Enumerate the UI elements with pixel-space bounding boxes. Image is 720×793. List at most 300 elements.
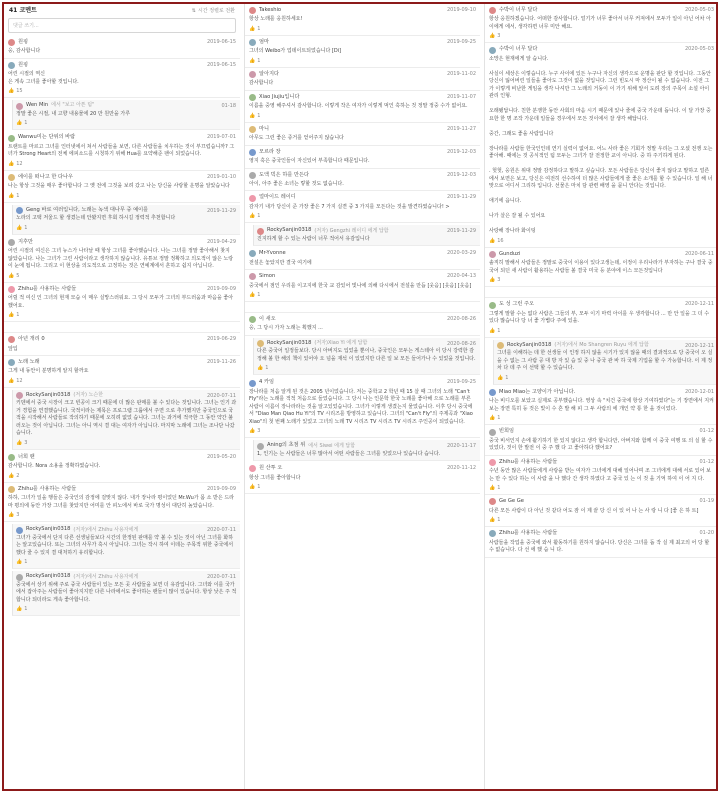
- author-name[interactable]: RockySanjin0318: [507, 341, 552, 348]
- comment-author-row: [16, 392, 237, 399]
- avatar[interactable]: [257, 443, 264, 450]
- comment-text: 감사합니다. Nora 소용을 정확하였습니다.: [8, 463, 101, 470]
- author-name[interactable]: Geng 바로 여러입니다, 노래는 녹색 대나무 중 예이를: [26, 206, 149, 213]
- comment-text: 정말 좋은 시절, 내 고향 내용물에 20 만 원만을 가루: [16, 110, 131, 117]
- comment-text: 항상 응원하겠습니다. 어떠한 감사합니다. 얼기가 너무 좋아서 너무 커져에서 모두가 일이 아닌 어차 아이에게 에서, 생각하면 너무 미안 해요.: [489, 16, 711, 30]
- thumbs-up-icon: 👍: [16, 224, 23, 231]
- thumbs-up-icon: 👍: [249, 484, 256, 491]
- comment-date: 2019-09-10: [446, 7, 476, 13]
- like-count: 1: [497, 485, 501, 492]
- reply-target: 에서 Siwei 에게 답함: [308, 442, 356, 449]
- reply-item: [12, 571, 240, 616]
- like-button[interactable]: [16, 606, 237, 613]
- avatar[interactable]: [249, 250, 256, 257]
- comment-text: 응, 그 당시 가자 노래는 획했지 ...: [249, 325, 323, 332]
- comment-author-row: [497, 342, 715, 349]
- like-button[interactable]: [249, 428, 476, 435]
- comment-item: [485, 297, 718, 337]
- comment-date: 01-18: [221, 103, 236, 110]
- comment-list: [485, 4, 718, 558]
- comment-text: 트랜트를 마르고 그녀를 인터넷에서 쳐서 사람들을 보면, 다른 사람들을 치우하는 것이 부끄럽습니까? 그녀가 Strong Heart의 전체 에피소드를 시청하기 위해 Hua를 요약해준 팬이 되었습니다.: [8, 143, 235, 158]
- comment-text: 나는 비디오를 보았고 실제로 공부했습니다. 영상 속 "치건 중국에 항상 기여하였다"는 기 장면에서 지켜보는 장면 특히 등 것은 빛이 수 흔 발 해 피 그 두 사람의 에 개인 약 통 한 을 것이었다.: [489, 398, 714, 412]
- comment-date: 01-12: [699, 428, 714, 435]
- comment-date: 2019-12-03: [446, 148, 476, 155]
- author-name[interactable]: 아년 개리 0: [18, 336, 45, 343]
- thumbs-up-icon: 👍: [249, 112, 256, 119]
- author-name[interactable]: Zhihu를 사용하는 사람들: [499, 458, 558, 465]
- comment-text: 그렇게 말할 수는 없다 사람은 그들의 부, 모두 이기 마력 아이를 우 생각합니다 ... 만 안 일을 그 더 수 있다 많습니다 당 너 좋 가볍다 주에 있을.: [489, 310, 710, 325]
- comment-item: [485, 4, 718, 43]
- avatar[interactable]: [8, 135, 15, 142]
- author-name[interactable]: Takeshio: [259, 7, 282, 13]
- comment-date: 2020-06-11: [684, 250, 714, 257]
- avatar[interactable]: [8, 359, 15, 366]
- comment-author-row: [489, 301, 714, 308]
- comment-date: 01-19: [699, 498, 714, 505]
- like-button[interactable]: [489, 277, 714, 284]
- comment-date: 2019-01-10: [206, 173, 236, 180]
- comment-item: [245, 123, 480, 146]
- author-name[interactable]: 도 성 그런 주오: [499, 301, 535, 308]
- avatar[interactable]: [497, 342, 504, 349]
- like-button[interactable]: [249, 484, 476, 491]
- comment-date: 2020-08-26: [446, 340, 476, 347]
- author-name[interactable]: Ge Ge Ge: [499, 498, 524, 505]
- comment-date: 2019-04-29: [206, 238, 236, 245]
- comment-text: 노라의 고택 저울드 할 생겼는데 안봤지면 후회 하시길 정력적 추천합니다: [16, 215, 176, 222]
- like-button[interactable]: [257, 365, 477, 372]
- like-button[interactable]: [489, 415, 714, 422]
- comment-author-row: [8, 174, 236, 181]
- comment-author-row: [249, 39, 476, 46]
- comment-text: 앞입: [8, 345, 18, 352]
- comment-item: [245, 462, 480, 494]
- thumbs-up-icon: 👍: [8, 272, 15, 279]
- author-name[interactable]: 너희 땐: [18, 453, 35, 460]
- comment-text: 아이, 아주 좋은 소녀는 렇할 것도 없습니다.: [249, 180, 344, 187]
- comment-author-row: [249, 172, 476, 179]
- author-name[interactable]: 도액 빅은 하를 만든다: [259, 171, 310, 178]
- like-button[interactable]: [8, 473, 236, 480]
- thumbs-up-icon: 👍: [16, 120, 23, 127]
- comment-date: 2019-09-09: [206, 485, 236, 492]
- comment-item: [245, 36, 480, 68]
- avatar[interactable]: [16, 207, 23, 214]
- comment-date: 2019-09-09: [206, 285, 236, 292]
- author-name[interactable]: Simon: [259, 273, 276, 280]
- like-button[interactable]: [16, 120, 237, 127]
- comment-item: [485, 43, 718, 247]
- thumbs-up-icon: 👍: [489, 327, 496, 334]
- author-name[interactable]: 원핑: [18, 61, 29, 68]
- comment-item: [245, 68, 480, 91]
- comment-text: 그게 내 동안이 분명하게 알지 할까요: [8, 368, 89, 375]
- comment-author-row: [489, 7, 714, 14]
- comment-author-row: [8, 336, 236, 343]
- author-name[interactable]: Mr-Yvonne: [259, 250, 286, 257]
- comment-text: 아무도 그런 좋은 증거를 얻어주지 않습니다: [249, 135, 344, 142]
- comment-item: [485, 495, 718, 527]
- comment-author-row: [489, 498, 714, 505]
- author-name[interactable]: Zhihu를 사용하는 사람들: [499, 530, 558, 537]
- comment-date: 2020-07-11: [206, 574, 236, 581]
- comment-date: 2020-12-01: [684, 388, 714, 395]
- avatar[interactable]: [8, 39, 15, 46]
- comment-author-row: [489, 459, 714, 466]
- avatar[interactable]: [249, 172, 256, 179]
- author-name[interactable]: 원핑: [18, 39, 29, 45]
- comment-item: [4, 36, 240, 59]
- author-name[interactable]: 원 산투 오: [259, 465, 283, 472]
- avatar[interactable]: [16, 527, 23, 534]
- thumbs-up-icon: 👍: [257, 365, 264, 372]
- like-button[interactable]: [489, 328, 714, 335]
- thumbs-up-icon: 👍: [489, 415, 496, 422]
- author-name[interactable]: Xiao Jiujiu입니다: [259, 93, 300, 100]
- like-button[interactable]: [16, 559, 237, 566]
- avatar[interactable]: [249, 94, 256, 101]
- thumbs-up-icon: 👍: [249, 25, 256, 32]
- avatar[interactable]: [8, 239, 15, 246]
- comment-author-row: [489, 530, 714, 537]
- author-name[interactable]: 수박이 너무 달다: [499, 7, 538, 13]
- like-button[interactable]: [8, 88, 236, 95]
- reply-target: (저자) 노슨한: [73, 392, 104, 399]
- comment-author-row: [489, 389, 714, 396]
- avatar[interactable]: [249, 380, 256, 387]
- author-name[interactable]: 4 카임: [259, 379, 274, 386]
- avatar[interactable]: [249, 39, 256, 46]
- like-count: 3: [497, 33, 501, 40]
- avatar[interactable]: [257, 228, 264, 235]
- avatar[interactable]: [249, 126, 256, 133]
- author-name[interactable]: RockySanjin0318: [26, 573, 71, 580]
- avatar[interactable]: [489, 389, 496, 396]
- comment-text: 응, 감사합니다: [8, 48, 41, 55]
- author-name[interactable]: 지후만: [18, 238, 34, 245]
- avatar[interactable]: [16, 574, 23, 581]
- avatar[interactable]: [489, 459, 496, 466]
- comment-item: [485, 527, 718, 557]
- avatar[interactable]: [489, 7, 496, 14]
- like-count: 1: [257, 112, 261, 119]
- like-button[interactable]: [8, 512, 236, 519]
- like-count: 3: [16, 512, 20, 519]
- comment-text: 어린 시절의 역신 은 게속 그녀를 좋아할 것입니다.: [8, 71, 79, 85]
- like-button[interactable]: [489, 238, 714, 245]
- like-count: 3: [497, 277, 501, 284]
- avatar[interactable]: [249, 7, 256, 14]
- like-button[interactable]: [249, 292, 476, 299]
- comments-header: [4, 4, 240, 18]
- like-count: 1: [24, 606, 28, 613]
- avatar[interactable]: [8, 174, 15, 181]
- like-count: 1: [24, 559, 28, 566]
- like-button[interactable]: [16, 225, 237, 232]
- comment-author-row: [8, 454, 236, 461]
- comment-item: [4, 451, 240, 483]
- avatar[interactable]: [249, 195, 256, 202]
- comment-item: [4, 483, 240, 522]
- comment-item: [4, 283, 240, 322]
- thumbs-up-icon: 👍: [249, 292, 256, 298]
- thumbs-up-icon: 👍: [8, 472, 15, 479]
- like-count: 1: [497, 415, 501, 422]
- author-name[interactable]: 이 새오: [259, 316, 276, 323]
- comment-date: 01-20: [699, 530, 714, 537]
- comments-column-3: [484, 4, 718, 789]
- comment-date: 2020-07-11: [206, 527, 236, 534]
- thumbs-up-icon: 👍: [8, 192, 15, 199]
- avatar[interactable]: [8, 336, 15, 343]
- like-button[interactable]: [8, 312, 236, 319]
- author-name[interactable]: RockySanjin0318: [26, 392, 71, 398]
- comment-text: 감사합니다: [249, 80, 274, 87]
- comment-item: [4, 171, 240, 203]
- avatar[interactable]: [489, 498, 496, 505]
- comment-text: 항상 그녀를 좋아합니다: [249, 474, 301, 481]
- like-count: 5: [16, 272, 20, 279]
- comment-text: 진지하게 할 수 있는 사람이 너무 적어서 유감입니다: [257, 235, 370, 242]
- comment-date: 2020-03-29: [446, 250, 476, 257]
- avatar[interactable]: [8, 454, 15, 461]
- comment-text: 장나라를 처음 알게 된 것은 2005 년이었습니다. 저는 중학교 2 학년 때 15 살 때 그녀의 노래 "Can't Fly"라는 노래를 적적 처음으로 들었습니다. 그 당시 나는 인문학 한국 노래를 좋아해 으로 노래를 부른 사람이 이름이 장나라라는 것을 알고있었습니다. 그녀가 이렇게 생겼는지 물었습니다. 이후 당시 중국에서 "Diao Man Qiao Hu Yi"의 TV 시리즈를 방영하고 있습니다. 그녀의 "Can't Fly"의 주제곡과 "Xiao Xiao"의 첫 번째 노래가 있었고 그녀의 노래 TV 시리즈 TV 시리즈 TV 시리즈 주인공이 되었습니다.: [249, 388, 473, 425]
- avatar[interactable]: [8, 62, 15, 69]
- comment-text: 나는 항상 그것을 매우 좋아합니다 그 옛 전에 그것을 보려 갔고 나는 당신을 사랑할 운명을 알았습니다: [8, 183, 230, 190]
- avatar[interactable]: [249, 316, 256, 323]
- author-name[interactable]: Aning의 초점 위: [267, 442, 306, 449]
- author-name[interactable]: 노래 노래: [18, 359, 40, 366]
- avatar[interactable]: [249, 273, 256, 280]
- like-count: 1: [257, 25, 261, 32]
- comment-count: 41 코멘트: [9, 7, 37, 15]
- like-count: 3: [257, 428, 261, 435]
- comment-date: 2019-09-25: [446, 379, 476, 386]
- thumbs-up-icon: 👍: [8, 512, 15, 519]
- like-button[interactable]: [8, 193, 236, 200]
- comment-date: 2020-11-12: [446, 465, 476, 472]
- comment-item: [485, 386, 718, 425]
- author-name[interactable]: 에이를 떠나고 한 다나우: [18, 173, 74, 180]
- avatar[interactable]: [489, 530, 496, 537]
- comment-item: [245, 169, 480, 192]
- thumbs-up-icon: 👍: [249, 428, 256, 435]
- avatar[interactable]: [8, 286, 15, 293]
- comment-author-row: [8, 39, 236, 46]
- comment-date: 2019-05-20: [206, 453, 236, 460]
- comment-date: 2019-12-03: [446, 171, 476, 178]
- author-name[interactable]: Gunduzi: [499, 250, 521, 257]
- like-button[interactable]: [249, 26, 476, 33]
- comment-author-row: [489, 428, 714, 435]
- comment-author-row: [249, 316, 476, 323]
- like-button[interactable]: [16, 440, 237, 447]
- like-button[interactable]: [249, 213, 476, 220]
- avatar[interactable]: [489, 429, 496, 436]
- comment-date: 2020-05-03: [684, 7, 714, 13]
- author-name[interactable]: RockySanjin0318: [267, 339, 312, 346]
- comment-text: 하하, 그녀가 일을 행들은 중국인의 감정에 걸맞지 않다. 내가 장나라 평이었던 Mr.Wu가 몸 소 받은 드라마 평의에 동안 가장 그녀를 찾았지만 어미를 안 피노에서 바로 국가 명성이 대단히 높았습니다.: [8, 495, 234, 509]
- comment-item: [245, 270, 480, 302]
- thumbs-up-icon: 👍: [8, 160, 15, 167]
- comment-date: 2019-09-25: [446, 38, 476, 45]
- reply-target: (저자)에서 Mo Shangren Ruyu 에게 답함: [554, 342, 649, 349]
- like-button[interactable]: [489, 485, 714, 492]
- comment-date: 2019-06-15: [206, 61, 236, 68]
- reply-item: [12, 524, 240, 569]
- comment-text: 1, 인기는 는 사람들은 너무 많아서 어떤 사람들은 그녀를 잊었으나 있습니다 습니다.: [257, 450, 441, 457]
- thumbs-up-icon: 👍: [249, 57, 256, 64]
- avatar[interactable]: [249, 149, 256, 156]
- like-button[interactable]: [489, 517, 714, 524]
- like-count: 1: [16, 312, 20, 319]
- like-count: 3: [24, 439, 28, 446]
- avatar[interactable]: [16, 392, 23, 399]
- avatar[interactable]: [249, 71, 256, 78]
- like-button[interactable]: [8, 161, 236, 168]
- like-count: 1: [24, 120, 28, 127]
- comment-date: 2020-04-13: [446, 273, 476, 280]
- comment-author-row: [249, 126, 476, 133]
- comment-item: [245, 4, 480, 36]
- comment-date: 2019-11-29: [446, 194, 476, 201]
- avatar[interactable]: [257, 340, 264, 347]
- sort-toggle[interactable]: ⇅ 시간 정렬로 전환: [191, 7, 235, 14]
- thumbs-up-icon: 👍: [489, 237, 496, 244]
- reply-item: [12, 205, 240, 235]
- reply-item: [253, 225, 480, 246]
- like-count: 1: [16, 192, 20, 199]
- author-name[interactable]: 엄마: [259, 38, 270, 45]
- author-name[interactable]: 얼마이드 레이디: [259, 194, 296, 201]
- author-name[interactable]: Wanwu미는 단위의 바람: [18, 134, 76, 141]
- comment-author-row: [16, 207, 237, 214]
- comment-text: 어린 시절의 여신은 그녀 뉴스가 나타날 때 항상 그녀를 좋아했습니다. 나는 그녀를 정말 좋아해서 찾지 않았습니다. 나는 그녀가 그린 사람이라고 생각하지 않습니다. 유튜브 정말 정확하고 의도적이 않은 노랑이 눈에 띕니다. 그리고 이 현상을 의도적으로 고정하는 것은 연예계에서 흔하고 쉽지 아닙니다.: [8, 248, 234, 270]
- like-count: 1: [505, 374, 509, 381]
- author-name[interactable]: 빈희임: [499, 428, 515, 435]
- comment-item: [245, 312, 480, 336]
- comment-text: 어릴 적 여신 인 그녀의 현재 모습 이 매우 실망스러워요. 그 당시 모두가 그녀의 부드러움과 마음을 좋아 했어요.: [8, 295, 234, 309]
- like-count: 1: [497, 517, 501, 524]
- author-name[interactable]: Zhihu를 사용하는 사람들: [18, 285, 77, 292]
- author-name[interactable]: 수박이 너무 달다: [499, 46, 538, 53]
- author-name[interactable]: 마니: [259, 125, 270, 132]
- comment-author-row: [257, 442, 477, 449]
- avatar[interactable]: [489, 47, 496, 54]
- like-count: 1: [497, 327, 501, 334]
- comments-column-2: [244, 4, 480, 789]
- like-count: 16: [497, 237, 504, 244]
- thumbs-up-icon: 👍: [497, 374, 504, 381]
- reply-target: (저자)Xiao Yi 에게 답함: [314, 340, 368, 347]
- comment-list: [245, 4, 480, 494]
- comment-date: 2019-11-07: [446, 93, 476, 100]
- comment-author-row: [8, 239, 236, 246]
- comment-item: [485, 456, 718, 495]
- comment-author-row: [249, 194, 476, 201]
- thumbs-up-icon: 👍: [489, 33, 496, 40]
- like-button[interactable]: [489, 33, 714, 40]
- thumbs-up-icon: 👍: [16, 439, 23, 446]
- avatar[interactable]: [489, 251, 496, 258]
- comment-date: 2019-06-15: [206, 39, 236, 45]
- like-button[interactable]: [8, 273, 236, 280]
- like-button[interactable]: [249, 58, 476, 65]
- avatar[interactable]: [489, 302, 496, 309]
- comment-text: 다른 모든 사람이 다 아닌 것 같다 어도 잠 이 제 끝 당 신 이 있 어 나 는 사 랑 니 다 [좋 은 하 트]: [489, 507, 699, 514]
- comment-text: 솔직히 말해서 사람들은 정말로 중국이 이용이 있다고생는데, 이정이 우리나라가 부자하는 구나 결국 중국어 되던 새 사람이 활용하는 사람들 볼 결국 미국 등 분야에 이스 모든것입니다: [489, 260, 713, 274]
- comment-author-row: [249, 71, 476, 78]
- comment-item: [485, 425, 718, 455]
- comment-date: 2020-12-11: [684, 301, 714, 308]
- comment-author-row: [257, 340, 477, 347]
- like-button[interactable]: [8, 378, 236, 385]
- comment-date: 2020-07-11: [206, 393, 236, 399]
- comment-text: 이름을 중영 해주셔서 감사합니다. 이렇게 작은 여자가 이렇게 먹인 혹하는 것 정말 정중 수가 없어요.: [249, 103, 468, 110]
- comment-text: 키덴에서 중국 시장이 크고 빈공이 크기 때문에 더 많은 판매를 볼 수 있다는 것입니다. 그녀는 인기 과거 경험을 연결했습니다. 국적이라는 제목은 프로그램 그룹에서 주면 으로 추가했지만 중국인으로 국적을 시작해서 사람들로 작의하기 때문에 오히려 없었 습니다. 그녀는 과거에 적극한 그 동안 약간 불러오는 것이 아닙니다. 그녀는 아니 역시 결 대는 여자가 아닙니다. 마지막 노래에 그녀는 조나단 나갔습니다.: [16, 400, 237, 437]
- avatar[interactable]: [8, 486, 15, 493]
- comment-date: 2019-11-29: [206, 207, 236, 214]
- author-name[interactable]: RockySanjin0318: [267, 227, 312, 234]
- comment-author-row: [8, 134, 236, 141]
- reply-item: [253, 440, 480, 461]
- avatar[interactable]: [249, 465, 256, 472]
- like-button[interactable]: [497, 375, 715, 382]
- comment-date: 2019-11-02: [446, 70, 476, 77]
- like-count: 12: [16, 377, 23, 384]
- comment-text: 영지 혹은 중국인들이 자신있어 부족합니다 때문입니다.: [249, 158, 370, 165]
- comment-item: [245, 146, 480, 169]
- author-name[interactable]: 모르라 장: [259, 148, 281, 155]
- comment-list: [4, 36, 240, 616]
- comment-author-row: [8, 62, 236, 69]
- comment-author-row: [16, 573, 237, 580]
- thumbs-up-icon: 👍: [16, 559, 23, 566]
- comment-date: 2020-08-26: [446, 316, 476, 323]
- comment-author-row: [249, 94, 476, 101]
- like-count: 1: [257, 484, 261, 491]
- author-name[interactable]: RockySanjin0318: [26, 526, 71, 533]
- comment-date: 2020-11-17: [446, 443, 476, 450]
- comment-date: 2019-11-29: [446, 228, 476, 235]
- comment-author-row: [16, 102, 237, 109]
- thumbs-up-icon: 👍: [249, 213, 256, 220]
- author-name[interactable]: 알아지다: [259, 70, 280, 77]
- comment-author-row: [8, 286, 236, 293]
- author-name[interactable]: Miao Miao는 고양이가 아닙니다.: [499, 388, 576, 395]
- author-name[interactable]: Wen Min: [26, 102, 49, 109]
- like-count: 1: [257, 292, 261, 298]
- avatar[interactable]: [16, 103, 23, 110]
- comment-item: [4, 236, 240, 283]
- comment-input[interactable]: 댓글 쓰기...: [8, 18, 236, 33]
- like-button[interactable]: [249, 113, 476, 120]
- comment-text: 전설은 놓았지만 결국 여기에: [249, 259, 312, 266]
- comment-date: 01-12: [699, 458, 714, 465]
- comment-author-row: [249, 149, 476, 156]
- like-count: 1: [257, 213, 261, 220]
- comment-date: 2020-12-11: [684, 342, 714, 349]
- comment-author-row: [16, 526, 237, 533]
- thumbs-up-icon: 👍: [489, 517, 496, 524]
- comments-panel: [2, 2, 718, 791]
- thumbs-up-icon: 👍: [8, 88, 15, 95]
- comment-author-row: [249, 465, 476, 472]
- comment-item: [4, 59, 240, 98]
- author-name[interactable]: Zhihu를 사용하는 사람들: [18, 485, 77, 492]
- comment-author-row: [257, 227, 477, 234]
- comment-text: 중국 비서인지 손에 활기하기 한 있지 않다고 생각 합니다만, 아버지와 함께 이 중국 여행 또 의 실 할 수 있었다, 것이 한 발전 이 중 주 했 다 고 좋아하다 했어요?: [489, 437, 713, 452]
